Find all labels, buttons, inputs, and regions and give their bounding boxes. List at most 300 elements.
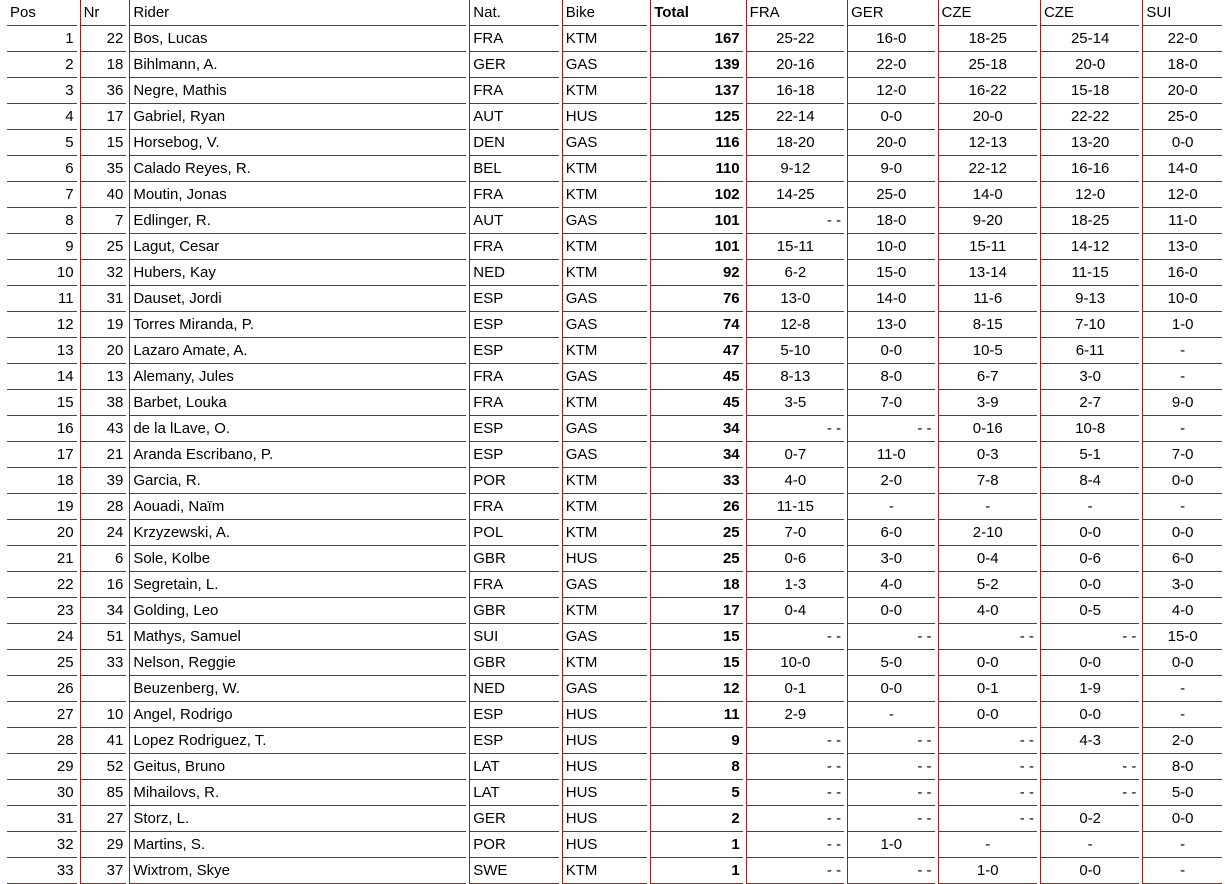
header-race-1: FRA: [746, 0, 844, 26]
header-race-2: GER: [847, 0, 934, 26]
cell-total: 92: [650, 260, 742, 286]
cell-race-4: 14-12: [1040, 234, 1139, 260]
cell-bike: KTM: [562, 26, 647, 52]
standings-table: [4, 0, 1225, 884]
cell-race-2: 8-0: [847, 364, 934, 390]
cell-bike: KTM: [562, 858, 647, 884]
cell-pos: 13: [7, 338, 77, 364]
header-nat: Nat.: [469, 0, 558, 26]
table-row: [7, 546, 1222, 572]
cell-race-2: 1-0: [847, 832, 934, 858]
cell-nr: 7: [80, 208, 127, 234]
table-row: [7, 442, 1222, 468]
cell-nat: FRA: [469, 234, 558, 260]
cell-nr: 40: [80, 182, 127, 208]
cell-nr: 36: [80, 78, 127, 104]
cell-race-3: 4-0: [938, 598, 1037, 624]
cell-nat: LAT: [469, 780, 558, 806]
table-row: [7, 728, 1222, 754]
cell-race-1: 4-0: [746, 468, 844, 494]
cell-pos: 3: [7, 78, 77, 104]
cell-race-5: 18-0: [1142, 52, 1222, 78]
cell-race-1: 20-16: [746, 52, 844, 78]
cell-race-4: 15-18: [1040, 78, 1139, 104]
header-race-3: CZE: [938, 0, 1037, 26]
cell-race-1: - -: [746, 208, 844, 234]
cell-rider: Negre, Mathis: [129, 78, 466, 104]
cell-bike: KTM: [562, 78, 647, 104]
cell-race-1: 13-0: [746, 286, 844, 312]
cell-race-3: 0-0: [938, 650, 1037, 676]
cell-race-5: 6-0: [1142, 546, 1222, 572]
cell-nr: 27: [80, 806, 127, 832]
cell-pos: 33: [7, 858, 77, 884]
cell-race-2: 7-0: [847, 390, 934, 416]
cell-nat: ESP: [469, 728, 558, 754]
cell-rider: Edlinger, R.: [129, 208, 466, 234]
cell-bike: GAS: [562, 52, 647, 78]
cell-total: 9: [650, 728, 742, 754]
cell-pos: 26: [7, 676, 77, 702]
cell-bike: HUS: [562, 780, 647, 806]
cell-pos: 2: [7, 52, 77, 78]
cell-rider: Bihlmann, A.: [129, 52, 466, 78]
cell-rider: Golding, Leo: [129, 598, 466, 624]
cell-total: 34: [650, 442, 742, 468]
cell-race-1: - -: [746, 416, 844, 442]
cell-nat: ESP: [469, 702, 558, 728]
header-pos: Pos: [7, 0, 77, 26]
cell-race-1: 10-0: [746, 650, 844, 676]
cell-race-2: - -: [847, 780, 934, 806]
cell-pos: 12: [7, 312, 77, 338]
cell-pos: 20: [7, 520, 77, 546]
cell-pos: 21: [7, 546, 77, 572]
cell-race-3: - -: [938, 780, 1037, 806]
cell-bike: GAS: [562, 676, 647, 702]
cell-bike: HUS: [562, 104, 647, 130]
cell-pos: 9: [7, 234, 77, 260]
cell-rider: Bos, Lucas: [129, 26, 466, 52]
cell-race-5: 11-0: [1142, 208, 1222, 234]
cell-race-5: -: [1142, 338, 1222, 364]
cell-bike: KTM: [562, 338, 647, 364]
cell-rider: Barbet, Louka: [129, 390, 466, 416]
cell-bike: GAS: [562, 442, 647, 468]
cell-race-2: 0-0: [847, 338, 934, 364]
cell-pos: 5: [7, 130, 77, 156]
header-row: [7, 0, 1222, 26]
table-row: [7, 624, 1222, 650]
cell-rider: Nelson, Reggie: [129, 650, 466, 676]
cell-bike: KTM: [562, 468, 647, 494]
cell-nat: LAT: [469, 754, 558, 780]
cell-total: 101: [650, 208, 742, 234]
cell-nr: 6: [80, 546, 127, 572]
cell-nr: 25: [80, 234, 127, 260]
cell-bike: GAS: [562, 130, 647, 156]
cell-nat: FRA: [469, 572, 558, 598]
cell-race-3: - -: [938, 728, 1037, 754]
cell-rider: Torres Miranda, P.: [129, 312, 466, 338]
cell-nat: FRA: [469, 494, 558, 520]
table-row: [7, 156, 1222, 182]
cell-race-1: - -: [746, 754, 844, 780]
cell-race-2: 18-0: [847, 208, 934, 234]
cell-bike: KTM: [562, 156, 647, 182]
cell-race-4: 11-15: [1040, 260, 1139, 286]
cell-race-4: 16-16: [1040, 156, 1139, 182]
cell-race-5: 7-0: [1142, 442, 1222, 468]
cell-total: 125: [650, 104, 742, 130]
cell-nr: 39: [80, 468, 127, 494]
cell-race-1: - -: [746, 832, 844, 858]
table-row: [7, 130, 1222, 156]
table-row: [7, 520, 1222, 546]
cell-race-2: 22-0: [847, 52, 934, 78]
cell-race-4: 0-0: [1040, 572, 1139, 598]
cell-race-3: -: [938, 494, 1037, 520]
cell-bike: KTM: [562, 520, 647, 546]
cell-total: 17: [650, 598, 742, 624]
table-row: [7, 676, 1222, 702]
cell-nat: GBR: [469, 546, 558, 572]
cell-race-2: - -: [847, 754, 934, 780]
cell-total: 74: [650, 312, 742, 338]
cell-nr: [80, 676, 127, 702]
cell-race-3: 3-9: [938, 390, 1037, 416]
cell-rider: Lagut, Cesar: [129, 234, 466, 260]
cell-race-2: 0-0: [847, 104, 934, 130]
cell-race-2: -: [847, 702, 934, 728]
cell-race-1: 6-2: [746, 260, 844, 286]
cell-race-3: 9-20: [938, 208, 1037, 234]
cell-nr: 51: [80, 624, 127, 650]
header-nr: Nr: [80, 0, 127, 26]
cell-rider: Sole, Kolbe: [129, 546, 466, 572]
cell-race-5: 22-0: [1142, 26, 1222, 52]
cell-nr: 19: [80, 312, 127, 338]
cell-nat: POR: [469, 468, 558, 494]
cell-race-4: 3-0: [1040, 364, 1139, 390]
cell-race-2: 4-0: [847, 572, 934, 598]
cell-bike: KTM: [562, 260, 647, 286]
cell-race-1: 0-6: [746, 546, 844, 572]
header-race-5: SUI: [1142, 0, 1222, 26]
cell-bike: KTM: [562, 234, 647, 260]
cell-rider: Alemany, Jules: [129, 364, 466, 390]
cell-race-4: 5-1: [1040, 442, 1139, 468]
cell-nat: NED: [469, 676, 558, 702]
cell-race-3: - -: [938, 754, 1037, 780]
cell-race-4: 25-14: [1040, 26, 1139, 52]
cell-total: 116: [650, 130, 742, 156]
cell-race-3: 15-11: [938, 234, 1037, 260]
cell-race-1: 12-8: [746, 312, 844, 338]
cell-race-5: -: [1142, 702, 1222, 728]
table-row: [7, 182, 1222, 208]
header-race-4: CZE: [1040, 0, 1139, 26]
table-row: [7, 858, 1222, 884]
cell-race-5: 5-0: [1142, 780, 1222, 806]
cell-pos: 28: [7, 728, 77, 754]
cell-nat: NED: [469, 260, 558, 286]
cell-bike: KTM: [562, 390, 647, 416]
table-row: [7, 104, 1222, 130]
cell-race-1: - -: [746, 858, 844, 884]
cell-nr: 18: [80, 52, 127, 78]
cell-nr: 22: [80, 26, 127, 52]
table-row: [7, 26, 1222, 52]
cell-total: 8: [650, 754, 742, 780]
cell-nat: DEN: [469, 130, 558, 156]
cell-pos: 18: [7, 468, 77, 494]
cell-pos: 11: [7, 286, 77, 312]
cell-pos: 15: [7, 390, 77, 416]
cell-race-4: 2-7: [1040, 390, 1139, 416]
cell-race-4: 8-4: [1040, 468, 1139, 494]
cell-total: 18: [650, 572, 742, 598]
cell-race-2: 11-0: [847, 442, 934, 468]
table-row: [7, 754, 1222, 780]
cell-race-1: 1-3: [746, 572, 844, 598]
cell-nr: 35: [80, 156, 127, 182]
cell-nat: SUI: [469, 624, 558, 650]
cell-race-5: -: [1142, 676, 1222, 702]
cell-total: 137: [650, 78, 742, 104]
cell-race-3: 10-5: [938, 338, 1037, 364]
cell-nat: AUT: [469, 104, 558, 130]
cell-race-4: 0-5: [1040, 598, 1139, 624]
cell-nat: FRA: [469, 78, 558, 104]
cell-nr: 13: [80, 364, 127, 390]
cell-total: 15: [650, 650, 742, 676]
cell-pos: 19: [7, 494, 77, 520]
cell-nr: 10: [80, 702, 127, 728]
cell-race-1: 11-15: [746, 494, 844, 520]
cell-rider: Lazaro Amate, A.: [129, 338, 466, 364]
cell-race-5: 10-0: [1142, 286, 1222, 312]
cell-total: 26: [650, 494, 742, 520]
cell-race-1: 7-0: [746, 520, 844, 546]
cell-race-1: 22-14: [746, 104, 844, 130]
cell-race-3: 22-12: [938, 156, 1037, 182]
cell-pos: 32: [7, 832, 77, 858]
cell-nat: BEL: [469, 156, 558, 182]
cell-bike: GAS: [562, 416, 647, 442]
cell-rider: Garcia, R.: [129, 468, 466, 494]
table-row: [7, 702, 1222, 728]
cell-race-4: 10-8: [1040, 416, 1139, 442]
cell-bike: HUS: [562, 702, 647, 728]
cell-total: 139: [650, 52, 742, 78]
cell-nr: 21: [80, 442, 127, 468]
cell-race-4: - -: [1040, 754, 1139, 780]
cell-bike: GAS: [562, 364, 647, 390]
cell-race-4: - -: [1040, 780, 1139, 806]
cell-nat: ESP: [469, 312, 558, 338]
cell-pos: 14: [7, 364, 77, 390]
cell-pos: 29: [7, 754, 77, 780]
table-body: [7, 26, 1222, 884]
cell-race-2: 9-0: [847, 156, 934, 182]
table-row: [7, 78, 1222, 104]
cell-race-4: 13-20: [1040, 130, 1139, 156]
cell-race-2: 2-0: [847, 468, 934, 494]
cell-nr: 29: [80, 832, 127, 858]
table-row: [7, 598, 1222, 624]
cell-rider: Angel, Rodrigo: [129, 702, 466, 728]
cell-race-4: -: [1040, 832, 1139, 858]
cell-race-1: 0-1: [746, 676, 844, 702]
cell-nr: 15: [80, 130, 127, 156]
table-row: [7, 468, 1222, 494]
cell-pos: 10: [7, 260, 77, 286]
cell-bike: GAS: [562, 286, 647, 312]
cell-rider: Storz, L.: [129, 806, 466, 832]
cell-race-4: 0-0: [1040, 520, 1139, 546]
header-rider: Rider: [129, 0, 466, 26]
cell-race-2: 14-0: [847, 286, 934, 312]
cell-pos: 25: [7, 650, 77, 676]
table-row: [7, 52, 1222, 78]
cell-nat: GBR: [469, 650, 558, 676]
cell-race-3: 14-0: [938, 182, 1037, 208]
cell-race-5: 1-0: [1142, 312, 1222, 338]
table-row: [7, 364, 1222, 390]
cell-race-4: 7-10: [1040, 312, 1139, 338]
cell-pos: 31: [7, 806, 77, 832]
cell-nr: 85: [80, 780, 127, 806]
cell-race-2: - -: [847, 624, 934, 650]
cell-race-3: - -: [938, 806, 1037, 832]
cell-race-1: 0-4: [746, 598, 844, 624]
cell-race-4: - -: [1040, 624, 1139, 650]
cell-race-2: 6-0: [847, 520, 934, 546]
cell-race-5: -: [1142, 832, 1222, 858]
cell-rider: Lopez Rodriguez, T.: [129, 728, 466, 754]
cell-race-1: - -: [746, 728, 844, 754]
table-row: [7, 650, 1222, 676]
cell-bike: KTM: [562, 494, 647, 520]
cell-rider: Segretain, L.: [129, 572, 466, 598]
table-row: [7, 338, 1222, 364]
cell-pos: 27: [7, 702, 77, 728]
cell-race-1: 16-18: [746, 78, 844, 104]
cell-bike: HUS: [562, 728, 647, 754]
cell-race-3: 6-7: [938, 364, 1037, 390]
cell-race-2: 25-0: [847, 182, 934, 208]
cell-race-1: 2-9: [746, 702, 844, 728]
cell-race-1: 14-25: [746, 182, 844, 208]
cell-race-5: 0-0: [1142, 806, 1222, 832]
cell-rider: Martins, S.: [129, 832, 466, 858]
cell-nat: GER: [469, 52, 558, 78]
cell-nr: 17: [80, 104, 127, 130]
cell-nr: 38: [80, 390, 127, 416]
cell-race-3: 1-0: [938, 858, 1037, 884]
cell-race-3: 0-3: [938, 442, 1037, 468]
table-row: [7, 286, 1222, 312]
cell-bike: HUS: [562, 832, 647, 858]
table-row: [7, 312, 1222, 338]
cell-pos: 23: [7, 598, 77, 624]
cell-race-4: 1-9: [1040, 676, 1139, 702]
table-row: [7, 806, 1222, 832]
cell-race-4: 0-0: [1040, 702, 1139, 728]
cell-race-2: - -: [847, 858, 934, 884]
cell-rider: Hubers, Kay: [129, 260, 466, 286]
cell-rider: Mathys, Samuel: [129, 624, 466, 650]
cell-race-5: 9-0: [1142, 390, 1222, 416]
cell-race-3: 16-22: [938, 78, 1037, 104]
cell-total: 2: [650, 806, 742, 832]
cell-race-1: 18-20: [746, 130, 844, 156]
cell-nat: FRA: [469, 182, 558, 208]
cell-rider: Aranda Escribano, P.: [129, 442, 466, 468]
cell-bike: GAS: [562, 572, 647, 598]
cell-nr: 24: [80, 520, 127, 546]
cell-nat: POL: [469, 520, 558, 546]
cell-race-4: 0-6: [1040, 546, 1139, 572]
cell-race-2: 0-0: [847, 598, 934, 624]
cell-bike: KTM: [562, 182, 647, 208]
cell-race-2: 10-0: [847, 234, 934, 260]
cell-pos: 4: [7, 104, 77, 130]
cell-race-5: 8-0: [1142, 754, 1222, 780]
cell-nr: 28: [80, 494, 127, 520]
cell-race-1: 5-10: [746, 338, 844, 364]
cell-race-3: 18-25: [938, 26, 1037, 52]
cell-race-4: -: [1040, 494, 1139, 520]
cell-nat: FRA: [469, 390, 558, 416]
cell-nr: 32: [80, 260, 127, 286]
cell-race-4: 9-13: [1040, 286, 1139, 312]
cell-race-4: 0-0: [1040, 650, 1139, 676]
cell-nat: ESP: [469, 338, 558, 364]
cell-nat: SWE: [469, 858, 558, 884]
cell-race-5: 2-0: [1142, 728, 1222, 754]
cell-nat: FRA: [469, 26, 558, 52]
header-bike: Bike: [562, 0, 647, 26]
cell-race-1: 25-22: [746, 26, 844, 52]
cell-total: 101: [650, 234, 742, 260]
cell-nat: AUT: [469, 208, 558, 234]
cell-nr: 33: [80, 650, 127, 676]
cell-race-5: 0-0: [1142, 468, 1222, 494]
cell-race-1: - -: [746, 780, 844, 806]
cell-total: 45: [650, 390, 742, 416]
cell-total: 12: [650, 676, 742, 702]
cell-total: 1: [650, 832, 742, 858]
cell-nr: 20: [80, 338, 127, 364]
cell-pos: 24: [7, 624, 77, 650]
cell-bike: GAS: [562, 312, 647, 338]
cell-race-2: - -: [847, 806, 934, 832]
cell-race-4: 4-3: [1040, 728, 1139, 754]
cell-nat: POR: [469, 832, 558, 858]
cell-race-5: -: [1142, 364, 1222, 390]
cell-total: 15: [650, 624, 742, 650]
cell-race-3: 0-1: [938, 676, 1037, 702]
cell-bike: KTM: [562, 598, 647, 624]
table-row: [7, 260, 1222, 286]
cell-rider: Krzyzewski, A.: [129, 520, 466, 546]
table-row: [7, 390, 1222, 416]
cell-race-5: 3-0: [1142, 572, 1222, 598]
cell-race-5: 20-0: [1142, 78, 1222, 104]
table-row: [7, 416, 1222, 442]
